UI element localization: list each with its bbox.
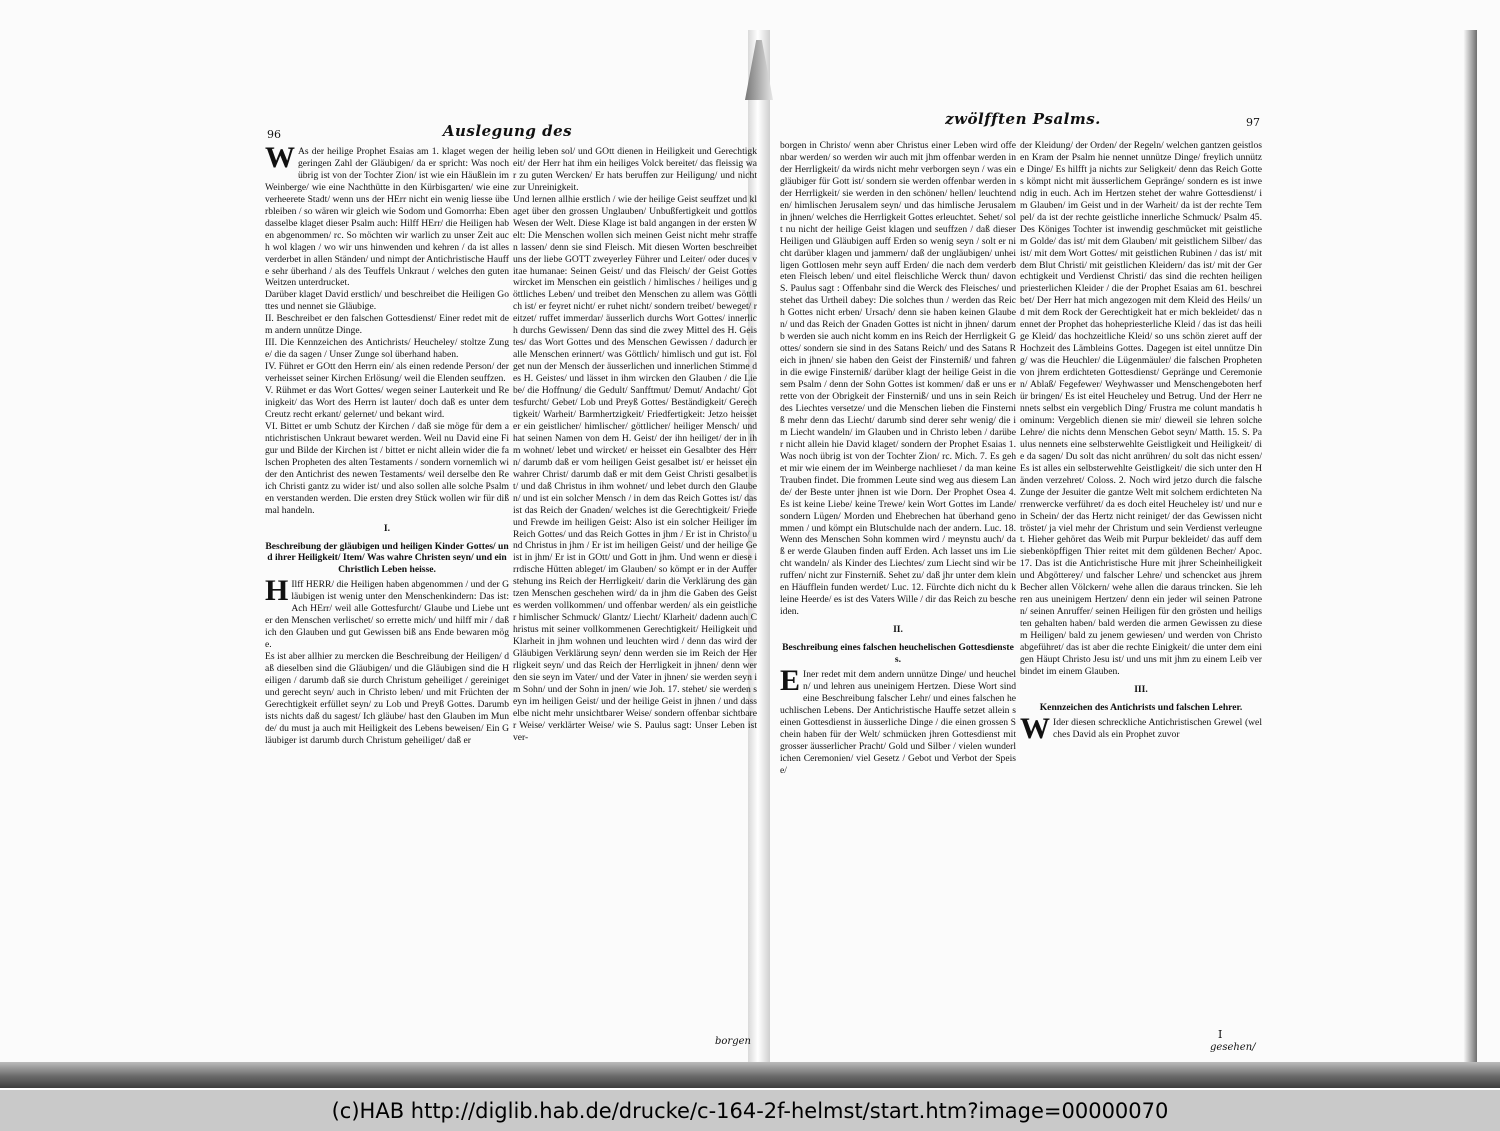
- drop-cap-initial: E: [780, 663, 801, 697]
- section-heading: Kennzeichen des Antichrists und falschen Lehrer.: [1039, 701, 1243, 713]
- paragraph: Und lernen allhie erstlich / wie der heilige Geist seuffzet und klaget über den grossen Unglauben/ Unbußfertigkeit und gottlos Wesen der Welt. Diese Klage ist bald angangen in der ersten Welt: Die Menschen wollen sich meinen Geist nicht mehr straffen lassen/ denn sie sind Fleisch. Mit diesen Worten beschreibet uns der liebe GOTT zweyerley Führer und Leiter/ oder duces vitae humanae: Seinen Geist/ und das Fleisch/ der Geist Gottes wircket im Menschen ein geistlich / himlisches / heiliges und göttliches Leben/ und treibet den Menschen zu allem was Göttlich ist/ er feyret nicht/ er ruhet nicht/ sondern treibet/ beweget/ reitzet/ ruffet immerdar/ äusserlich durchs Wort Gottes/ innerlich durchs Gewissen/ Denn das sind die zwey Mittel des H. Geistes/ das Wort Gottes und des Menschen Gewissen / dadurch er alle Menschen erinnert/ was Göttlich/ himlisch und gut ist. Folget nun der Mensch der äusserlichen und innerlichen Stimme des H. Geistes/ und lässet in ihm wircken den Glauben / die Liebe/ die Hoffnung/ die Gedult/ Sanfftmut/ Demut/ Andacht/ Gottesfurcht/ Gebet/ Lob und Preyß Gottes/ Beständigkeit/ Gerechtigkeit/ Warheit/ Barmhertzigkeit/ Friedfertigkeit: Jetzo heisset er ein geistlicher/ himlischer/ göttlicher/ heiliger Mensch/ und hat seinen Namen von dem H. Geist/ der ihn heiliget/ der in ihm wohnet/ lebet und wircket/ er heisset ein Gesalbter des Herrn/ darumb daß er vom heiligen Geist gesalbet ist/ er heisset ein wahrer Christ/ darumb daß er mit dem Geist Christi gesalbet ist/ und daß Christus in ihm wohnet/ und lebet durch den Glauben/ und ist ein solcher Mensch / in dem das Reich Gottes ist/ das ist das Reich der Gnaden/ welches ist die Gerechtigkeit/ Friede und Frewde im heiligen Geist: Also ist ein solcher Heiliger im Reich Gottes/ und das Reich Gottes in jhm / Er ist in Christo/ und Christus in jhm / Er ist im heiligen Geist/ und der heilige Geist in jhm/ Er ist in GOtt/ und Gott in jhm. Und wenn er diese irrdische Hütten ableget/ im Glauben/ so kömpt er in der Aufferstehung ins Reich der Herrligkeit/ darin die Verklärung des gantzen Menschen geschehen wird/ da in jhm die Gaben des Geistes werden vollkommen/ und offenbar werden/ als ein geistlicher himlischer Schmuck/ Glantz/ Liecht/ Klarheit/ dadenn auch Christus mit seiner vollkommenen Gerechtigkeit/ Heiligkeit und Klarheit in jhm wohnen und leuchten wird / denn das wird der Gläubigen Verklärung seyn/ denn werden sie im Reich der Herrligkeit seyn/ und das Reich der Herrligkeit in jhnen/ denn werden sie seyn im Vater/ und der Vater in jhnen/ sie werden seyn im Sohn/ und der Sohn in jnen/ wie Joh. 17. stehet/ sie werden seyn im heiligen Geist/ und der heilige Geist in jhnen / und dasselbe nicht mehr unsichtbarer Weise/ sondern offenbar sichtbarer Weise/ verklärter Weise/ wie S. Paulus sagt: Unser Leben ist ver-: [513, 193, 757, 743]
- section-heading: II.: [893, 624, 903, 636]
- left-column-1: [265, 146, 509, 1032]
- right-page: [778, 110, 1268, 1062]
- page-edge: [1463, 30, 1477, 1080]
- attribution-footer: [0, 1090, 1500, 1131]
- paragraph-with-initial: [780, 663, 1016, 777]
- section-heading: III.: [1134, 683, 1148, 695]
- paragraph: heilig leben sol/ und GOtt dienen in Heiligkeit und Gerechtigkeit/ der Herr hat ihm ein heiliges Volck bereitet/ das fleissig war zu guten Wercken/ Er hats beruffen zur Heiligung/ und nicht zur Unreinigkeit.: [513, 146, 757, 193]
- section-heading: Beschreibung eines falschen heuchelischen Gottesdienstes.: [782, 642, 1014, 666]
- section-heading: I.: [383, 522, 391, 534]
- left-page: [255, 122, 760, 1062]
- paragraph: II. Beschreibet er den falschen Gottesdienst/ Einer redet mit dem andern unnütze Dinge.: [265, 313, 509, 337]
- right-column-2: [1020, 140, 1262, 970]
- paragraph: IV. Führet er GOtt den Herrn ein/ als einen redende Person/ der verheisset seiner Kirchen Erlösung/ weil die Elenden seuffzen.: [265, 361, 509, 385]
- left-column-2: [513, 146, 757, 1032]
- paragraph-with-initial: [265, 574, 509, 651]
- paragraph: III. Die Kennzeichen des Antichrists/ Heucheley/ stoltze Zunge/ die da sagen / Unser Zunge sol überhand haben.: [265, 337, 509, 361]
- paragraph-text: Ilff HERR/ die Heiligen haben abgenommen / und der Gläubigen ist wenig unter den Menschenkindern: Das ist: Ach HErr/ weil alle Gottesfurcht/ Glaube und Liebe unter den Menschen verlischet/ so errette mich/ und hilff mir / daß ich den Glauben und gut Gewissen biß ans Ende bewaren möge.: [265, 579, 509, 651]
- drop-cap-initial: H: [265, 574, 289, 608]
- paragraph: Es ist aber allhier zu mercken die Beschreibung der Heiligen/ daß dieselben sind die Gläubigen/ und die Gläubigen sind die Heiligen / darumb daß sie durch Christum geheiliget / gereiniget und gerecht seyn/ auch in Christo leben/ und mit Früchten der Gerechtigkeit erfüllet seyn/ zu Lob und Preyß Gottes. Darumb ists nichts daß du sagest/ Ich gläube/ hast den Glauben im Munde/ du must ja auch mit Heiligkeit des Lebens beweisen/ Ein Gläubiger ist darumb durch Christum geheiliget/ daß er: [265, 651, 509, 746]
- left-catchword: borgen: [715, 1036, 751, 1047]
- right-page-header: [778, 110, 1268, 132]
- paragraph-text: As der heilige Prophet Esaias am 1. klaget wegen der geringen Zahl der Gläubigen/ da er spricht: Was noch übrig ist von der Tochter Zion/ ist wie ein Häußlein im Weinberge/ wie eine Nachthütte in den Kürbisgarten/ wie eine verheerete Stadt/ wenn uns der HErr nicht ein wenig liesse überbleiben / so wären wir gleich wie Sodom und Gomorrha: Eben dasselbe klaget dieser Psalm auch: Hilff HErr/ die Heiligen haben abgenommen/ rc. So möchten wir warlich zu unser Zeit auch wol klagen / wo wir uns hinwenden und kehren / da ist alles verderbet in allen Ständen/ und nimpt der Antichristische Hauffe sehr überhand / als des Teuffels Unkraut / welches den guten Weitzen unterdrucket.: [265, 146, 509, 289]
- left-folio: 96: [267, 128, 281, 141]
- drop-cap-initial: W: [1020, 711, 1050, 745]
- paragraph-with-initial: [1020, 711, 1262, 745]
- paragraph: Darüber klaget David erstlich/ und beschreibet die Heiligen Gottes und nennet sie Gläubige.: [265, 289, 509, 313]
- left-running-title: Auslegung des: [442, 122, 573, 140]
- paragraph-text: Ider diesen schreckliche Antichristischen Grewel (welches David als ein Prophet zuvor: [1053, 716, 1262, 740]
- section-heading: Beschreibung der gläubigen und heiligen Kinder Gottes/ und ihrer Heiligkeit/ Item/ Was wahre Christen seyn/ und ein Christlich Leben heisse.: [265, 540, 509, 576]
- right-column-1: [780, 140, 1016, 1024]
- paragraph: borgen in Christo/ wenn aber Christus einer Leben wird offenbar werden/ so werden wir auch mit jhm offenbar werden in der Herrligkeit/ da wirds nicht mehr verborgen seyn / was ein gläubiger für Gott ist/ sondern sie werden offenbar werden in der Herrligkeit/ sie werden in den schönen/ hellen/ leuchtenden/ himlischen Jerusalem seyn/ und das himlische Jerusalem in jhnen/ welches die Herrligkeit Gottes erleuchtet. Sehet/ solt nu nicht der heilige Geist klagen und seuffzen / daß dieser Heiligen und Gläubigen auff Erden so wenig seyn / solt er nicht darüber klagen und jammern/ daß der ungläubigen/ unheiligen Gottlosen mehr seyn auff Erden/ die nach dem verderbeten Fleisch leben/ und eitel fleischliche Werck thun/ davon S. Paulus sagt : Offenbahr sind die Werck des Fleisches/ und stehet das Urtheil dabey: Die solches thun / werden das Reich Gottes nicht erben/ Ursach/ denn sie haben keinen Glauben/ und das Reich der Gnaden Gottes ist nicht in jhnen/ darumb werden sie auch nicht komm en ins Reich der Herrligkeit Gottes/ sondern sie sind in des Satans Reich/ und des Satans Reich in jhnen/ sie haben den Geist der Finsterniß/ und fahren in die ewige Finsterniß/ darüber klagt der heilige Geist in diesem Psalm / denn der Sohn Gottes ist kommen/ daß er uns errette von der Obrigkeit der Finsterniß/ und uns in sein Reich des Liechtes versetze/ und die Menschen lieben die Finsterniß mehr denn das Liecht/ darumb sind derer sehr wenig/ die im Liecht wandeln/ im Glauben und in Christo leben / darüber nicht allein hie David klaget/ sondern der Prophet Esaias 1. Was noch übrig ist von der Tochter Zion/ rc. Mich. 7. Es gehet mir wie einem der im Weinberge nachlieset / da man keine Trauben findet. Die frommen Leute sind weg aus diesem Lande/ der Beste unter jhnen ist wie Dorn. Der Prophet Osea 4. Es ist keine Liebe/ keine Trewe/ kein Wort Gottes im Lande/ sondern Lügen/ Morden und Ehebrechen hat überhand genommen / und kömpt ein Blutschulde nach der andern. Luc. 18. Wenn des Menschen Sohn kommen wird / meynstu auch/ daß er werde Glauben finden auff Erden. Ach lasset uns im Liecht wandeln/ als Kinder des Liechtes/ zum Liecht sind wir beruffen/ nicht zur Finsterniß. Sehet zu/ daß jhr unter dem kleinen Häufflein funden werdet/ Luc. 12. Fürchte dich nicht du kleine Heerde/ es ist des Vaters Wille / dir das Reich zu bescheiden.: [780, 140, 1016, 618]
- page-bottom-shadow: [0, 1062, 1500, 1088]
- attribution-text: (c)HAB http://diglib.hab.de/drucke/c-164-2f-helmst/start.htm?image=00000070: [331, 1098, 1169, 1123]
- right-running-title: zwölfften Psalms.: [945, 110, 1101, 128]
- drop-cap-initial: W: [265, 146, 295, 174]
- right-folio: 97: [1246, 116, 1260, 129]
- paragraph: V. Rühmet er das Wort Gottes/ wegen seiner Lauterkeit und Reinigkeit/ das Wort des Herrn ist lauter/ doch daß es unter dem Creutz recht erkant/ gelernet/ und bekant wird.: [265, 385, 509, 420]
- paragraph-with-initial: [265, 146, 509, 289]
- right-signature: I: [1218, 1028, 1223, 1041]
- paragraph: VI. Bittet er umb Schutz der Kirchen / daß sie möge für dem antichristischen Unkraut bewaret werden. Weil nu David eine Figur und Bilde der Kirchen ist / bittet er nicht allein wider die falschen Propheten des alten Testaments / sondern vornemlich wider den Antichrist des newen Testaments/ weil derselbe den Reich Christi gantz zu wider ist/ und also sollen alle solche Psalmen verstanden werden. Die ersten drey Stück wollen wir für diß mal handeln.: [265, 420, 509, 516]
- paragraph-text: Iner redet mit dem andern unnütze Dinge/ und heucheln/ und lehren aus uneinigem Hertzen. Diese Wort sind eine Beschreibung falscher Lehr/ und eines falschen heuchlischen Lebens. Der Antichristische Hauffe setzet allein seinen Gottesdienst in äusserliche Dinge / die einen grossen Schein haben für der Welt/ schmücken jhren Gottesdienst mit grosser äusserlicher Pracht/ Gold und Silber / vielen wunderlichen Ceremonien/ viel Gesetz / Gebot und Verbot der Speise/: [780, 668, 1016, 776]
- left-page-header: [255, 122, 760, 144]
- right-catchword: gesehen/: [1210, 1042, 1256, 1053]
- paragraph: der Kleidung/ der Orden/ der Regeln/ welchen gantzen geistlosen Kram der Psalm hie nennet unnütze Dinge/ freylich unnütze Dinge/ Es hilfft ja nichts zur Seligkeit/ denn das Reich Gottes kömpt nicht mit äusserlichem Gepränge/ sondern es ist inwendig in euch. Ach im Hertzen stehet der wahre Gottesdienst/ im Glauben/ im Geist und in der Warheit/ da ist der rechte Tempel/ da ist der rechte geistliche innerliche Schmuck/ Psalm 45. Des Königes Tochter ist inwendig geschmücket mit geistlichem Golde/ das ist/ mit dem Glauben/ mit geistlichem Silber/ das ist/ mit dem Wort Gottes/ mit geistlichen Rubinen / das ist/ mit dem Blut Christi/ mit geistlichen Kleidern/ das ist/ mit der Gerechtigkeit und Verdienst Christi/ das sind die rechten heiligen priesterlichen Kleider / die der Prophet Esaias am 61. beschreibet/ Der Herr hat mich angezogen mit dem Kleid des Heils/ und mit dem Rock der Gerechtigkeit hat er mich bekleidet/ das nennet der Prophet das hohepriesterliche Kleid / das ist das heilige Kleid/ das hochzeitliche Kleid/ so uns schön zieret auff der Hochzeit des Lämbleins Gottes. Dagegen ist eitel unnütze Ding/ was die Heuchler/ die Lügenmäuler/ die falschen Propheten von jhrem erdichteten Gottesdienst/ Gepränge und Ceremonien/ Ablaß/ Fegefewer/ Weyhwasser und Menschengeboten herfür bringen/ Es ist eitel Heucheley und Betrug. Und der Herr nennets selbst ein vergeblich Ding/ Frustra me colunt mandatis hominum: Vergeblich dienen sie mir/ dieweil sie lehren solche Lehre/ die nichts denn Menschen Gebot seyn/ Matth. 15. S. Paulus nennets eine selbsterwehlte Geistligkeit und Heiligkeit/ die da sagen/ Du solt das nicht anrühren/ du solt das nicht essen/ Es ist alles ein selbsterwehlte Geistligkeit/ die sich unter den Händen verzehret/ Coloss. 2. Noch wird jetzo durch die falsche Zunge der Jesuiter die gantze Welt mit solchem erdichteten Narrenwercke verführet/ da es doch eitel Heucheley ist/ und nur ein Schein/ der das Hertz nicht reiniget/ der das Gewissen nicht tröstet/ ja viel mehr der Christum und sein Verdienst verleugnet. Hieher gehöret das Weib mit Purpur bekleidet/ das auff dem siebenköpffigen Thier reitet mit dem güldenen Becher/ Apoc. 17. Das ist die Antichristische Hure mit jhrer Scheinheiligkeit und Abgötterey/ und falscher Lehre/ und schencket aus jhrem Becher allen Völckern/ wehe allen die daraus trincken. Sie lehren aus uneinigem Hertzen/ denn ein jeder wil seinen Patronen/ seinen Anruffer/ seinen Heiligen für den grösten und heiligsten gehalten haben/ bald werden die armen Gewissen zu diesem Heiligen/ bald zu jenem gewiesen/ und werden von Christo abgeführet/ das ist aber die rechte Einigkeit/ die unter dem einigen Häupt Christo Jesu ist/ und uns mit jhm zu einem Leib verbindet im einem Glauben.: [1020, 140, 1262, 677]
